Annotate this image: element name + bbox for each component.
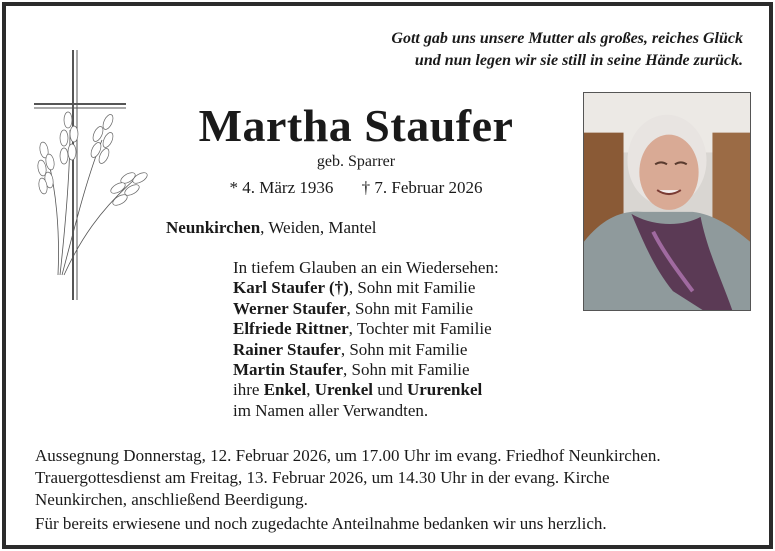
ururenkel: Ururenkel xyxy=(406,380,483,400)
obituary-frame xyxy=(2,2,773,549)
separator-und: und xyxy=(372,380,407,400)
mourner-row xyxy=(233,299,499,319)
service-line-3: Neunkirchen, anschließend Beerdigung. xyxy=(35,490,308,509)
mourner-relation: , Sohn mit Familie xyxy=(348,278,476,298)
mourner-row xyxy=(233,278,499,298)
life-dates xyxy=(146,178,566,198)
death-date: † 7. Februar 2026 xyxy=(361,178,483,197)
motto-line-2: und nun legen wir sie still in seine Hände zurück. xyxy=(414,52,743,69)
mourner-row xyxy=(233,360,499,380)
mourner-name: Elfriede Rittner xyxy=(233,319,349,339)
service-line-1: Aussegnung Donnerstag, 12. Februar 2026, um 17.00 Uhr im evang. Friedhof Neunkirchen. xyxy=(35,446,661,465)
enkel: Enkel xyxy=(263,380,307,400)
motto xyxy=(391,28,743,72)
mourner-relation: , Tochter mit Familie xyxy=(348,319,492,339)
grandchildren-prefix: ihre xyxy=(233,380,264,400)
mourner-relation: , Sohn mit Familie xyxy=(340,339,468,359)
portrait-photo xyxy=(583,92,751,311)
thanks-line: Für bereits erwiesene und noch zugedachte Anteilnahme bedanken wir uns herzlich. xyxy=(35,514,607,533)
mourner-relation: , Sohn mit Familie xyxy=(346,298,474,318)
mourner-row xyxy=(233,319,499,339)
service-info xyxy=(35,445,765,511)
grandchildren-row xyxy=(233,380,499,400)
birth-date: * 4. März 1936 xyxy=(229,178,334,197)
mourner-name: Rainer Staufer xyxy=(233,339,341,359)
birth-name: geb. Sparrer xyxy=(316,153,396,170)
urenkel: Urenkel xyxy=(314,380,373,400)
mourner-name: Karl Staufer (†) xyxy=(233,278,349,298)
place-others: , Weiden, Mantel xyxy=(260,218,377,237)
service-line-2: Trauergottesdienst am Freitag, 13. Februar 2026, um 14.30 Uhr in der evang. Kirche xyxy=(35,468,610,487)
cross-with-wheat-icon xyxy=(30,50,160,305)
deceased-name: Martha Staufer xyxy=(198,100,514,151)
mourner-relation: , Sohn mit Familie xyxy=(343,360,470,380)
mourner-row xyxy=(233,340,499,360)
mourner-name: Werner Staufer xyxy=(233,298,347,318)
separator-comma: , xyxy=(306,380,315,400)
mourners-intro: In tiefem Glauben an ein Wiedersehen: xyxy=(233,258,499,277)
mourner-name: Martin Staufer xyxy=(233,360,344,380)
mourners-block xyxy=(233,258,499,421)
motto-line-1: Gott gab uns unsere Mutter als großes, reiches Glück xyxy=(391,30,743,47)
places xyxy=(166,218,377,238)
place-main: Neunkirchen xyxy=(166,218,261,237)
mourners-closing: im Namen aller Verwandten. xyxy=(233,400,429,420)
